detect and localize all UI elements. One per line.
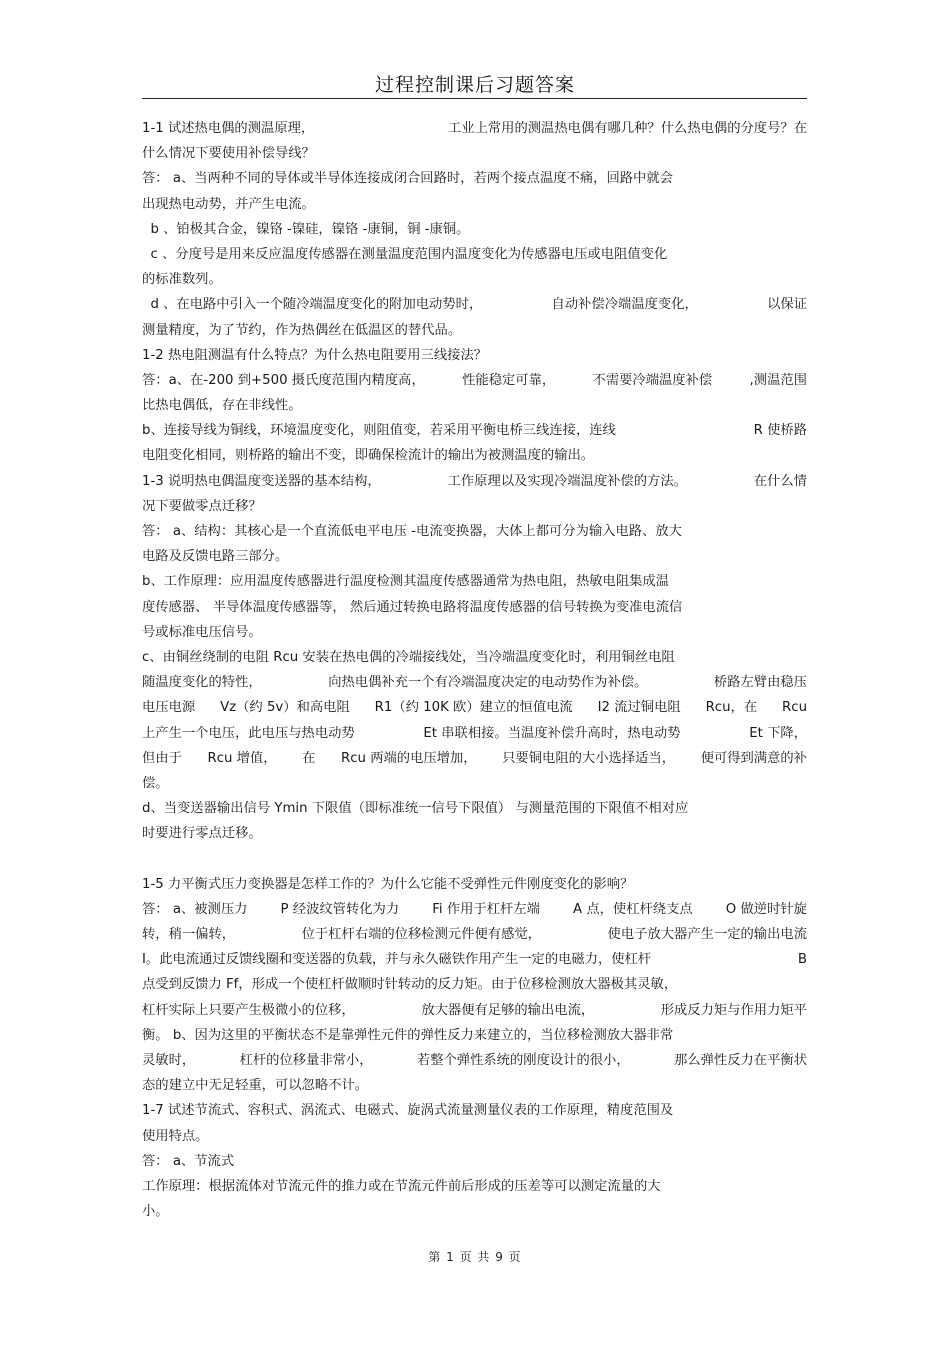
text-segment: d、当变送器输出信号 Ymin 下限值（即标准统一信号下限值） 与测量范围的下限值不相对应 — [142, 801, 689, 817]
text-segment: 上产生一个电压，此电压与热电动势 — [142, 725, 355, 741]
text-segment: Fi 作用于杠杆左端 — [432, 901, 540, 917]
text-segment: 什么情况下要使用补偿导线？ — [142, 146, 315, 162]
text-line — [142, 670, 807, 695]
text-segment: 但由于 — [142, 750, 182, 766]
text-segment: 1-2 热电阻测温有什么特点？为什么热电阻要用三线接法？ — [142, 347, 488, 363]
text-line — [142, 1098, 807, 1123]
text-segment: 在 — [302, 750, 316, 766]
text-line — [142, 695, 807, 720]
blank-line — [142, 846, 807, 871]
text-segment: Rcu 两端的电压增加， — [340, 750, 477, 766]
text-segment: ,测温范围 — [749, 372, 807, 388]
text-segment: 不需要冷端温度补偿 — [592, 372, 713, 388]
text-line — [142, 947, 807, 972]
text-segment: 工业上常用的测温热电偶有哪几种？什么热电偶的分度号？在 — [447, 121, 807, 136]
text-segment: 自动补偿冷端温度变化， — [551, 297, 698, 313]
text-line — [142, 343, 807, 368]
text-segment: 在什么情 — [753, 473, 807, 489]
text-segment: 电阻变化相同，则桥路的输出不变，即确保检流计的输出为被测温度的输出。 — [142, 448, 595, 464]
text-segment: 那么弹性反力在平衡状 — [674, 1052, 807, 1068]
text-segment: I。此电流通过反馈线圈和变送器的负载，并与永久磁铁作用产生一定的电磁力，使杠杆 — [142, 952, 652, 968]
text-segment: 放大器便有足够的输出电流， — [421, 1002, 595, 1018]
page-footer: 第 1 页 共 9 页 — [428, 1250, 522, 1264]
text-segment: d 、在电路中引入一个随冷端温度变化的附加电动势时， — [142, 297, 483, 313]
text-segment: 小。 — [142, 1204, 169, 1220]
text-segment: 只要铜电阻的大小选择适当， — [502, 750, 675, 766]
title-rule — [142, 98, 807, 99]
text-segment: 转，稍一偏转， — [142, 927, 236, 942]
text-line — [142, 721, 807, 746]
text-segment: 态的建立中无足轻重，可以忽略不计。 — [142, 1078, 369, 1094]
text-segment: R 使桥路 — [753, 423, 807, 439]
text-segment: 便可得到满意的补 — [700, 750, 807, 766]
text-segment: b 、铂极其合金，镍铬 -镍硅，镍铬 -康铜，铜 -康铜。 — [142, 221, 470, 237]
text-line — [142, 443, 807, 468]
text-segment: 随温度变化的特性， — [142, 675, 262, 691]
text-segment: 电路及反馈电路三部分。 — [142, 549, 289, 565]
text-segment: 若整个弹性系统的刚度设计的很小， — [416, 1052, 630, 1068]
text-segment: 位于杠杆右端的位移检测元件便有感觉， — [301, 927, 541, 942]
text-segment: 答： a、节流式 — [142, 1153, 235, 1169]
text-line — [142, 544, 807, 569]
text-line — [142, 796, 807, 821]
text-line — [142, 1023, 807, 1048]
text-line — [142, 897, 807, 922]
text-segment: 形成反力矩与作用力矩平 — [660, 1002, 807, 1018]
text-segment: 点受到反馈力 Ff，形成一个使杠杆做顺时针转动的反力矩。由于位移检测放大器极其灵敏， — [142, 977, 678, 993]
text-line — [142, 746, 807, 771]
text-line — [142, 318, 807, 343]
text-segment: 答： a、当两种不同的导体或半导体连接成闭合回路时，若两个接点温度不痛，回路中就会 — [142, 171, 673, 187]
text-line — [142, 494, 807, 519]
text-segment: I2 流过铜电阻 — [597, 700, 681, 716]
text-segment: Et 串联相接。当温度补偿升高时，热电动势 — [423, 725, 681, 741]
text-line — [142, 569, 807, 594]
text-line — [142, 998, 807, 1023]
text-segment: Rcu 增值， — [207, 750, 277, 766]
text-line — [142, 1048, 807, 1073]
text-line — [142, 393, 807, 418]
text-line — [142, 192, 807, 217]
text-segment: Rcu，在 — [705, 700, 758, 716]
text-segment: O 做逆时针旋 — [725, 901, 807, 917]
text-line — [142, 116, 807, 141]
text-segment: 1-1 试述热电偶的测温原理， — [142, 121, 315, 136]
text-line — [142, 821, 807, 846]
document-body — [142, 116, 807, 1224]
text-segment: 况下要做零点迁移？ — [142, 498, 262, 514]
text-segment: 号或标准电压信号。 — [142, 624, 262, 640]
text-line — [142, 1174, 807, 1199]
text-line — [142, 217, 807, 242]
text-line — [142, 242, 807, 267]
text-segment: 的标准数列。 — [142, 272, 222, 288]
text-segment: 1-7 试述节流式、容积式、涡流式、电磁式、旋涡式流量测量仪表的工作原理，精度范围及 — [142, 1103, 674, 1119]
text-segment: 使电子放大器产生一定的输出电流 — [607, 927, 807, 942]
text-segment: Rcu — [782, 700, 807, 716]
text-segment: R1（约 10K 欧）建立的恒值电流 — [374, 700, 573, 716]
text-line — [142, 267, 807, 292]
text-line — [142, 166, 807, 191]
text-segment: 度传感器、 半导体温度传感器等， 然后通过转换电路将温度传感器的信号转换为变准电流信 — [142, 599, 683, 615]
text-line — [142, 872, 807, 897]
text-segment: 比热电偶低，存在非线性。 — [142, 398, 302, 414]
text-segment: 1-3 说明热电偶温度变送器的基本结构， — [142, 473, 381, 489]
text-line — [142, 141, 807, 166]
text-segment: 桥路左臂由稳压 — [713, 675, 807, 691]
text-segment: b、工作原理：应用温度传感器进行温度检测其温度传感器通常为热电阻，热敏电阻集成温 — [142, 574, 670, 590]
text-line — [142, 645, 807, 670]
text-line — [142, 519, 807, 544]
text-line — [142, 292, 807, 317]
text-line — [142, 368, 807, 393]
text-segment: 1-5 力平衡式压力变换器是怎样工作的？为什么它能不受弹性元件刚度变化的影响？ — [142, 876, 634, 892]
text-segment: 向热电偶补充一个有冷端温度决定的电动势作为补偿。 — [328, 675, 648, 691]
text-segment: 性能稳定可靠， — [462, 372, 556, 388]
text-segment: 灵敏时， — [142, 1052, 196, 1068]
text-line — [142, 595, 807, 620]
text-segment: 时要进行零点迁移。 — [142, 826, 262, 842]
text-segment: 电压电源 — [142, 700, 196, 716]
text-line — [142, 1073, 807, 1098]
text-segment: 测量精度，为了节约，作为热偶丝在低温区的替代品。 — [142, 322, 462, 338]
text-segment: 偿。 — [142, 775, 169, 791]
text-segment: 杠杆实际上只要产生极微小的位移， — [142, 1002, 355, 1018]
text-line — [142, 1124, 807, 1149]
page-title: 过程控制课后习题答案 — [374, 74, 575, 96]
text-line — [142, 418, 807, 443]
text-segment: c、由铜丝绕制的电阻 Rcu 安装在热电偶的冷端接线处，当冷端温度变化时，利用铜丝电阻 — [142, 649, 675, 665]
text-segment: 使用特点。 — [142, 1128, 209, 1144]
text-line — [142, 771, 807, 796]
text-segment: 工作原理以及实现冷端温度补偿的方法。 — [447, 473, 687, 489]
text-segment: Vz（约 5v）和高电阻 — [220, 700, 350, 716]
text-segment: 答： a、被测压力 — [142, 901, 248, 917]
text-segment: b、连接导线为铜线，环境温度变化，则阻值变，若采用平衡电桥三线连接，连线 — [142, 423, 616, 439]
text-segment: A 点，使杠杆绕支点 — [573, 901, 693, 917]
text-segment: Et 下降， — [749, 725, 807, 741]
text-segment: B — [797, 952, 807, 968]
text-line — [142, 922, 807, 947]
text-line — [142, 620, 807, 645]
text-segment: 答： a、结构：其核心是一个直流低电平电压 -电流变换器，大体上都可分为输入电路、放大 — [142, 524, 682, 539]
text-line — [142, 469, 807, 494]
text-segment: 杠杆的位移量非常小， — [239, 1052, 373, 1068]
text-line — [142, 1149, 807, 1174]
text-segment: 出现热电动势，并产生电流。 — [142, 196, 315, 212]
text-segment: P 经波纹管转化为力 — [280, 901, 400, 917]
text-segment: 答：a、在-200 到+500 摄氏度范围内精度高， — [142, 372, 425, 388]
text-segment: c 、分度号是用来反应温度传感器在测量温度范围内温度变化为传感器电压或电阻值变化 — [142, 246, 668, 262]
text-line — [142, 972, 807, 997]
text-line — [142, 1199, 807, 1224]
text-segment: 以保证 — [767, 297, 807, 313]
text-segment: 工作原理：根据流体对节流元件的推力或在节流元件前后形成的压差等可以测定流量的大 — [142, 1178, 661, 1194]
text-segment: 衡。 b、因为这里的平衡状态不是靠弹性元件的弹性反力来建立的，当位移检测放大器非常 — [142, 1027, 674, 1043]
